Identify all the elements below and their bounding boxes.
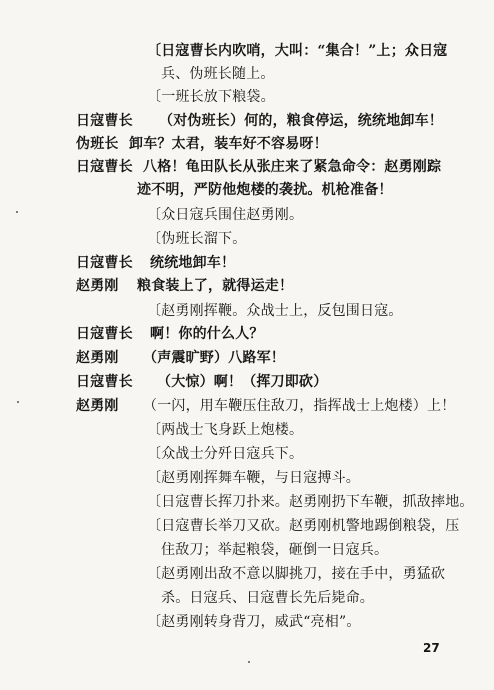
dialogue-line: 粮食装上了，就得运走！ <box>137 278 294 294</box>
dialogue-line: （对伪班长）何的，粮食停运，统统地卸车！ <box>159 113 443 129</box>
dialogue-line: （大惊）啊！（挥刀即砍） <box>157 374 328 390</box>
dialogue-line: 统统地卸车！ <box>150 255 236 271</box>
stage-direction-cont: 杀。日寇兵、日寇曹长先后毙命。 <box>161 590 374 606</box>
stage-direction: 〔伪班长溜下。 <box>147 231 247 247</box>
speaker-name: 伪班长 <box>76 136 119 152</box>
dialogue-line: 卸车？太君，装车好不容易呀！ <box>129 136 328 152</box>
dialogue-line: 八格！龟田队长从张庄来了紧急命令：赵勇刚踪 <box>143 159 442 175</box>
stage-direction: 〔赵勇刚出敌不意以脚挑刀，接在手中，勇猛砍 <box>147 566 446 582</box>
stage-direction: 〔日寇曹长内吹哨，大叫：“集合！”上；众日寇 <box>147 43 448 59</box>
dialogue-line: （声震旷野）八路军！ <box>143 350 285 366</box>
stage-direction: 〔日寇曹长举刀又砍。赵勇刚机警地踢倒粮袋，压 <box>147 518 460 534</box>
scan-speck <box>16 211 18 213</box>
dialogue-line: 啊！你的什么人？ <box>150 326 264 342</box>
stage-direction: 〔两战士飞身跃上炮楼。 <box>147 422 304 438</box>
scan-speck <box>17 401 19 403</box>
stage-direction: 〔众日寇兵围住赵勇刚。 <box>147 207 304 223</box>
stage-direction: 〔赵勇刚转身背刀，威武“亮相”。 <box>147 614 361 630</box>
stage-direction-cont: 住敌刀；举起粮袋，砸倒一日寇兵。 <box>161 542 389 558</box>
speaker-name: 日寇曹长 <box>76 374 133 390</box>
page-number: 27 <box>423 641 440 655</box>
stage-direction: 〔日寇曹长挥刀扑来。赵勇刚扔下车鞭，抓敌摔地。 <box>147 494 474 510</box>
speaker-name: 日寇曹长 <box>76 255 133 271</box>
speaker-name: 赵勇刚 <box>76 398 119 414</box>
speaker-name: 日寇曹长 <box>76 113 133 129</box>
stage-direction: 〔一班长放下粮袋。 <box>147 89 275 105</box>
stage-direction-cont: 兵、伪班长随上。 <box>161 66 275 82</box>
stage-direction: 〔赵勇刚挥舞车鞭，与日寇搏斗。 <box>147 470 360 486</box>
scan-speck <box>248 661 250 663</box>
speaker-name: 日寇曹长 <box>76 159 133 175</box>
stage-direction: 〔众战士分歼日寇兵下。 <box>147 446 304 462</box>
speaker-name: 赵勇刚 <box>76 350 119 366</box>
dialogue-line: （一闪，用车鞭压住敌刀，指挥战士上炮楼）上！ <box>143 398 456 414</box>
speaker-name: 日寇曹长 <box>76 326 133 342</box>
dialogue-line: 迹不明，严防他炮楼的袭扰。机枪准备！ <box>137 182 393 198</box>
stage-direction: 〔赵勇刚挥鞭。众战士上，反包围日寇。 <box>147 303 403 319</box>
speaker-name: 赵勇刚 <box>76 278 119 294</box>
